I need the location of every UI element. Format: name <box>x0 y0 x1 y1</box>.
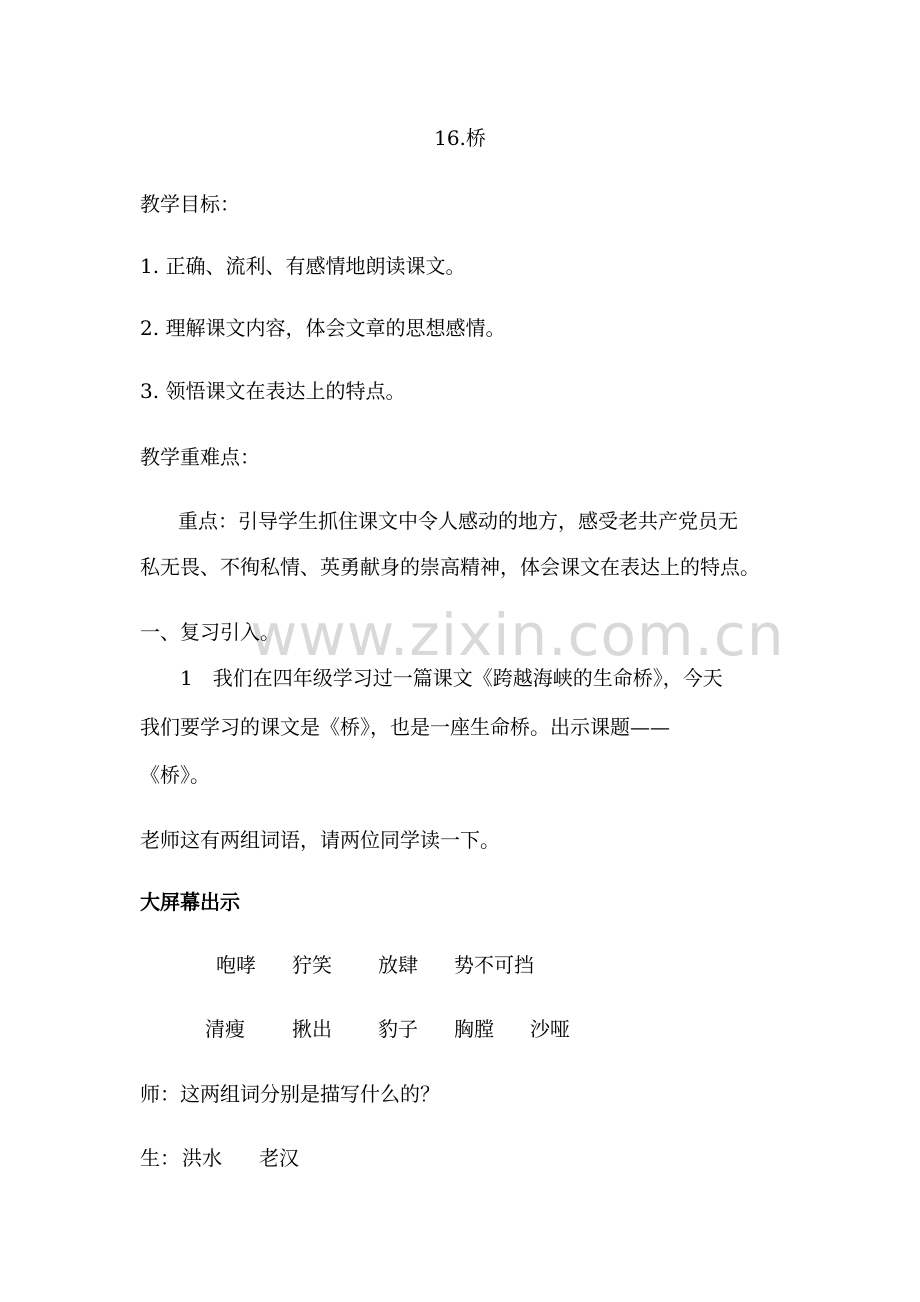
document-title: 16.桥 <box>434 126 486 150</box>
vocab-word: 清瘦 <box>205 1017 245 1041</box>
goals-heading: 教学目标： <box>140 192 240 216</box>
key-points-heading: 教学重难点： <box>140 445 260 469</box>
goal-item: 1. 正确、流利、有感情地朗读课文。 <box>140 254 466 278</box>
key-points-line: 重点：引导学生抓住课文中令人感动的地方，感受老共产党员无 <box>178 509 738 533</box>
goal-item: 2. 理解课文内容，体会文章的思想感情。 <box>140 316 506 340</box>
vocab-word: 胸膛 <box>454 1017 494 1041</box>
answer-prefix: 生： <box>140 1146 180 1170</box>
answer-word: 洪水 <box>182 1146 222 1170</box>
intro-line: 我们要学习的课文是《桥》，也是一座生命桥。出示课题—— <box>140 715 670 739</box>
vocab-word: 狞笑 <box>292 953 332 977</box>
goal-item: 3. 领悟课文在表达上的特点。 <box>140 379 406 403</box>
section-heading: 一、复习引入。 <box>140 620 280 644</box>
vocab-word: 揪出 <box>292 1017 332 1041</box>
key-points-line: 私无畏、不徇私情、英勇献身的崇高精神，体会课文在表达上的特点。 <box>140 555 760 579</box>
vocab-word: 沙哑 <box>530 1017 570 1041</box>
answer-word: 老汉 <box>259 1146 299 1170</box>
intro-line: 1 我们在四年级学习过一篇课文《跨越海峡的生命桥》，今天 <box>180 666 723 690</box>
teacher-question: 师：这两组词分别是描写什么的？ <box>140 1082 440 1106</box>
screen-display-heading: 大屏幕出示 <box>140 890 240 914</box>
vocab-word: 放肆 <box>378 953 418 977</box>
watermark-text: www.zixin.com.cn <box>250 601 785 669</box>
vocab-word: 豹子 <box>378 1017 418 1041</box>
vocab-word: 咆哮 <box>216 953 256 977</box>
teacher-instruction: 老师这有两组词语，请两位同学读一下。 <box>140 828 500 852</box>
vocab-word: 势不可挡 <box>454 953 534 977</box>
intro-line: 《桥》。 <box>140 763 210 787</box>
